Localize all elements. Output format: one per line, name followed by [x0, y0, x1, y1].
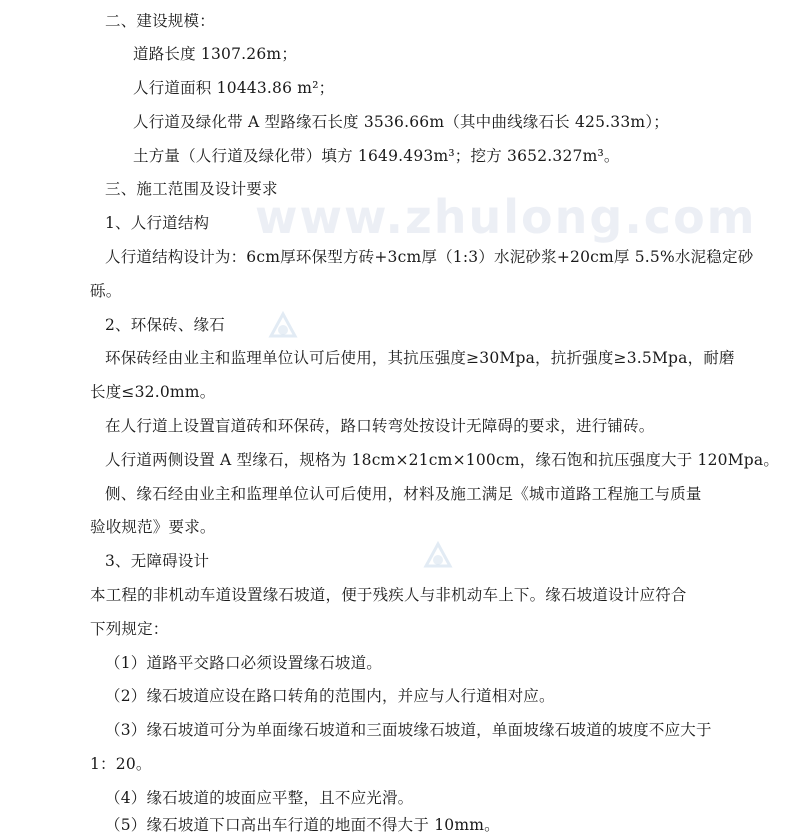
paragraph-line: 在人行道上设置盲道砖和环保砖，路口转弯处按设计无障碍的要求，进行铺砖。 [105, 417, 655, 435]
watermark-text: www.zhulong.com [255, 190, 757, 244]
list-item: （1）道路平交路口必须设置缘石坡道。 [105, 654, 382, 672]
subsection-heading: 2、环保砖、缘石 [105, 316, 225, 334]
list-item-continuation: 1：20。 [90, 755, 152, 773]
paragraph-line: 侧、缘石经由业主和监理单位认可后使用，材料及施工满足《城市道路工程施工与质量 [105, 485, 702, 503]
watermark-logo-icon [265, 310, 301, 346]
paragraph-line: 土方量（人行道及绿化带）填方 1649.493m³；挖方 3652.327m³。 [133, 147, 620, 165]
subsection-heading: 1、人行道结构 [105, 214, 210, 232]
paragraph-line: 环保砖经由业主和监理单位认可后使用，其抗压强度≥30Mpa，抗折强度≥3.5Mpa，耐磨 [105, 349, 735, 367]
paragraph-line: 验收规范》要求。 [90, 518, 216, 536]
section-heading-scope: 三、施工范围及设计要求 [105, 180, 278, 198]
list-item: （5）缘石坡道下口高出车行道的地面不得大于 10mm。 [105, 816, 500, 834]
paragraph-line: 人行道结构设计为：6cm厚环保型方砖+3cm厚（1:3）水泥砂浆+20cm厚 5.5%水泥稳定砂 [105, 248, 754, 266]
paragraph-line: 砾。 [90, 282, 122, 300]
paragraph-line: 本工程的非机动车道设置缘石坡道，便于残疾人与非机动车上下。缘石坡道设计应符合 [90, 586, 687, 604]
list-item: （3）缘石坡道可分为单面缘石坡道和三面坡缘石坡道，单面坡缘石坡道的坡度不应大于 [105, 721, 712, 739]
paragraph-line: 人行道面积 10443.86 m²； [133, 79, 335, 97]
watermark-logo-icon [420, 540, 456, 576]
paragraph-line: 长度≤32.0mm。 [90, 383, 216, 401]
paragraph-line: 人行道两侧设置 A 型缘石，规格为 18cm×21cm×100cm，缘石饱和抗压强度大于 120Mpa。 [105, 451, 780, 469]
list-item: （4）缘石坡道的坡面应平整，且不应光滑。 [105, 789, 414, 807]
subsection-heading: 3、无障碍设计 [105, 552, 210, 570]
paragraph-line: 道路长度 1307.26m； [133, 45, 298, 63]
list-item: （2）缘石坡道应设在路口转角的范围内，并应与人行道相对应。 [105, 687, 555, 705]
paragraph-line: 下列规定： [90, 620, 169, 638]
paragraph-line: 人行道及绿化带 A 型路缘石长度 3536.66m（其中曲线缘石长 425.33m）； [133, 113, 669, 131]
section-heading-scale: 二、建设规模： [105, 12, 215, 30]
